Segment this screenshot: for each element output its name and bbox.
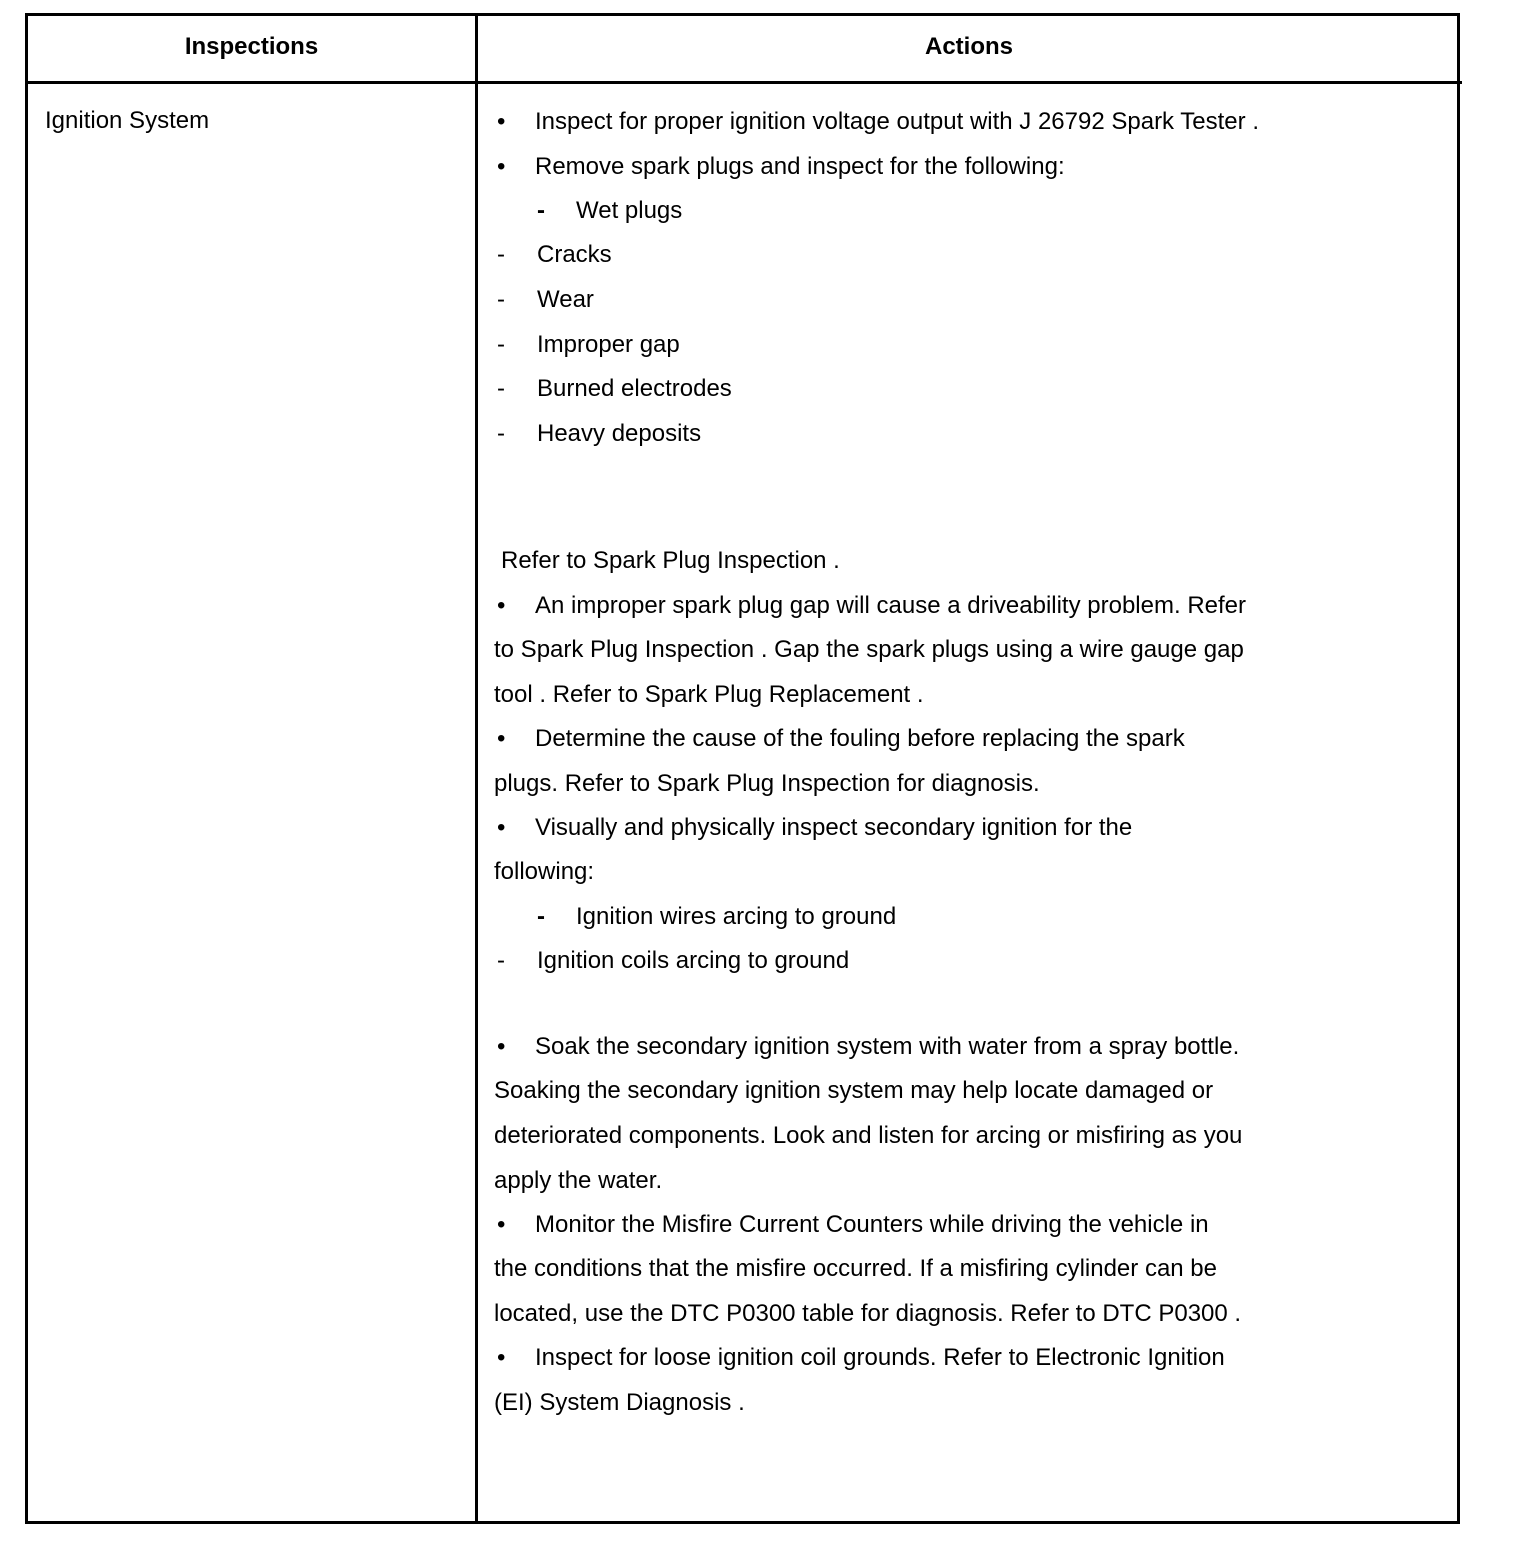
dash-marker: - — [497, 375, 505, 402]
action-line: Improper gap — [537, 331, 680, 358]
action-line: apply the water. — [494, 1167, 663, 1194]
action-line: Burned electrodes — [537, 375, 732, 402]
dash-marker: - — [497, 241, 505, 268]
header-divider — [25, 81, 1462, 84]
action-line: deteriorated components. Look and listen for arcing or misfiring as you — [494, 1122, 1243, 1149]
dash-marker: - — [497, 947, 505, 974]
action-line: tool . Refer to Spark Plug Replacement . — [494, 681, 924, 708]
action-line: following: — [494, 858, 595, 885]
action-line: the conditions that the misfire occurred. If a misfiring cylinder can be — [494, 1255, 1217, 1282]
dash-marker: - — [497, 331, 505, 358]
bullet-marker: • — [497, 1033, 506, 1060]
bullet-marker: • — [497, 814, 506, 841]
action-line: Heavy deposits — [537, 420, 702, 447]
column-divider — [475, 13, 478, 1524]
bullet-marker: • — [497, 725, 506, 752]
action-line: Remove spark plugs and inspect for the following: — [535, 153, 1065, 180]
action-line: to Spark Plug Inspection . Gap the spark plugs using a wire gauge gap — [494, 636, 1244, 663]
header-actions: Actions — [924, 33, 1013, 60]
dash-marker: - — [537, 197, 545, 224]
action-line: Inspect for proper ignition voltage output with J 26792 Spark Tester . — [535, 108, 1259, 135]
action-line: Cracks — [537, 241, 612, 268]
action-line: Ignition wires arcing to ground — [576, 903, 897, 930]
dash-marker: - — [497, 420, 505, 447]
inspection-cell: Ignition System — [45, 107, 210, 134]
action-line: Soaking the secondary ignition system may help locate damaged or — [494, 1077, 1214, 1104]
action-line: (EI) System Diagnosis . — [494, 1389, 745, 1416]
action-line: Wet plugs — [576, 197, 683, 224]
action-line: Visually and physically inspect secondary ignition for the — [535, 814, 1133, 841]
action-line: An improper spark plug gap will cause a driveability problem. Refer — [535, 592, 1246, 619]
bullet-marker: • — [497, 592, 506, 619]
action-line: Determine the cause of the fouling before replacing the spark — [535, 725, 1185, 752]
action-line: located, use the DTC P0300 table for diagnosis. Refer to DTC P0300 . — [494, 1300, 1242, 1327]
bullet-marker: • — [497, 108, 506, 135]
action-line: plugs. Refer to Spark Plug Inspection for diagnosis. — [494, 770, 1040, 797]
action-line: Refer to Spark Plug Inspection . — [501, 547, 840, 574]
dash-marker: - — [497, 286, 505, 313]
action-line: Ignition coils arcing to ground — [537, 947, 850, 974]
action-line: Wear — [537, 286, 594, 313]
action-line: Inspect for loose ignition coil grounds. Refer to Electronic Ignition — [535, 1344, 1225, 1371]
bullet-marker: • — [497, 153, 506, 180]
action-line: Soak the secondary ignition system with water from a spray bottle. — [535, 1033, 1240, 1060]
header-inspections: Inspections — [184, 33, 319, 60]
action-line: Monitor the Misfire Current Counters while driving the vehicle in — [535, 1211, 1209, 1238]
dash-marker: - — [537, 903, 545, 930]
bullet-marker: • — [497, 1344, 506, 1371]
bullet-marker: • — [497, 1211, 506, 1238]
